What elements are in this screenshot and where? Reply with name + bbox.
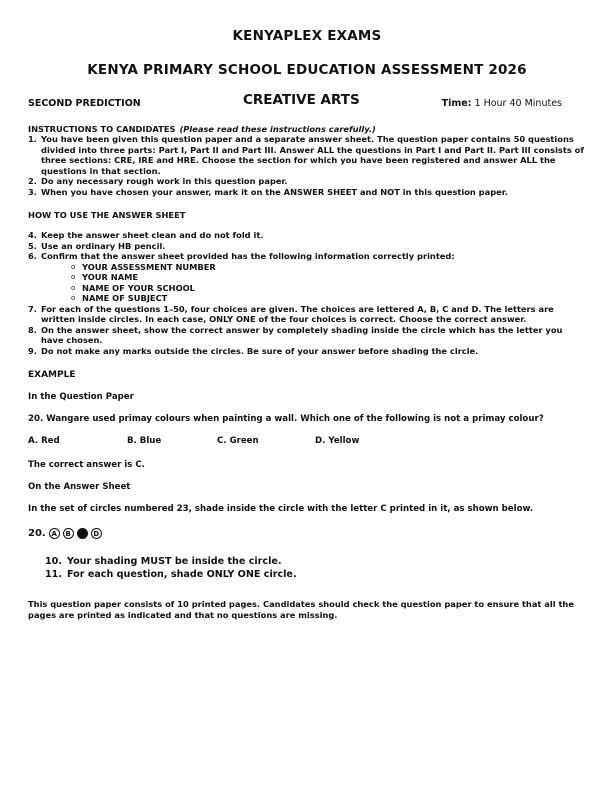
item-number: 3.	[28, 186, 37, 197]
item-number: 9.	[28, 345, 37, 356]
circle-bullet-icon: o	[71, 273, 76, 281]
time-value: 1 Hour 40 Minutes	[474, 98, 562, 109]
instruction-item	[28, 304, 586, 325]
final-instructions	[28, 555, 586, 581]
item-text: Keep the answer sheet clean and do not fold it.	[41, 230, 264, 240]
instruction-item	[45, 568, 586, 581]
item-number: 11.	[45, 569, 62, 580]
instructions-note: (Please read these instructions carefully.)	[179, 124, 376, 134]
instruction-item	[28, 230, 586, 241]
choice-c: C. Green	[217, 436, 259, 446]
item-number: 8.	[28, 324, 37, 335]
info-sub-list	[41, 262, 586, 304]
item-text: Do any necessary rough work in this question paper.	[41, 176, 288, 186]
time-info	[442, 98, 562, 109]
instruction-item	[28, 241, 586, 252]
sub-item-text: YOUR NAME	[82, 272, 139, 282]
sub-item-text: YOUR ASSESSMENT NUMBER	[82, 261, 216, 272]
sub-item	[71, 262, 586, 273]
item-text: Use an ordinary HB pencil.	[41, 240, 166, 251]
circle-d-icon: D	[91, 528, 102, 539]
choice-b: B. Blue	[127, 436, 162, 446]
circle-b-icon: B	[63, 528, 74, 539]
item-number: 6.	[28, 251, 37, 261]
circle-bullet-icon: o	[71, 262, 76, 271]
item-text: For each of the questions 1–50, four choices are given. The choices are lettered A, B, C and D. The letters are written inside circles. In each case, ONLY ONE of the four choices is correct. Choose the correct answer.	[41, 303, 554, 324]
example-choices	[28, 436, 586, 448]
time-label: Time:	[441, 98, 472, 109]
circle-row-label: 20.	[28, 528, 46, 539]
item-number: 7.	[28, 303, 37, 314]
item-number: 5.	[28, 240, 37, 251]
sub-item-text: NAME OF YOUR SCHOOL	[82, 282, 195, 293]
example-question: 20. Wangare used primay colours when painting a wall. Which one of the following is not a primay colour?	[28, 414, 544, 424]
item-text: Your shading MUST be inside the circle.	[67, 556, 282, 567]
sub-item	[71, 293, 586, 304]
sub-item-text: NAME OF SUBJECT	[82, 293, 168, 303]
subject-row	[28, 92, 586, 114]
answer-sheet-heading: HOW TO USE THE ANSWER SHEET	[28, 210, 186, 220]
choice-a: A. Red	[28, 436, 60, 446]
instruction-item	[45, 555, 586, 568]
correct-answer-text: The correct answer is C.	[28, 460, 145, 470]
instructions-list	[28, 134, 586, 197]
item-number: 2.	[28, 176, 37, 186]
instructions-heading	[28, 124, 586, 134]
page-count-note: This question paper consists of 10 printed pages. Candidates should check the question paper to ensure that all the pages are printed as indicated and that no questions are missing.	[28, 599, 574, 620]
instruction-item	[28, 176, 586, 187]
subject-title: CREATIVE ARTS	[243, 92, 360, 108]
on-sheet-label: On the Answer Sheet	[28, 482, 131, 492]
circle-bullet-icon: o	[71, 294, 76, 302]
instruction-item	[28, 251, 586, 304]
org-title: KENYAPLEX EXAMS	[232, 28, 382, 44]
circle-a-icon: A	[49, 528, 60, 539]
instruction-item	[28, 346, 586, 357]
prediction-label: SECOND PREDICTION	[28, 98, 141, 109]
instruction-item	[28, 134, 586, 176]
answer-sheet-list	[28, 230, 586, 356]
item-number: 4.	[28, 230, 37, 240]
item-text: On the answer sheet, show the correct answer by completely shading inside the circle which has the letter you have chosen.	[41, 324, 563, 345]
choice-d: D. Yellow	[315, 436, 360, 446]
item-number: 10.	[45, 556, 62, 567]
sub-item	[71, 283, 586, 294]
instructions-heading-text: INSTRUCTIONS TO CANDIDATES	[28, 124, 176, 134]
circle-bullet-icon: o	[71, 283, 76, 292]
instruction-item	[28, 325, 586, 346]
example-heading: EXAMPLE	[28, 370, 76, 380]
in-paper-label: In the Question Paper	[28, 392, 134, 402]
instruction-item	[28, 187, 586, 198]
item-text: Confirm that the answer sheet provided has the following information correctly printed:	[41, 251, 455, 261]
sub-item	[71, 272, 586, 283]
item-text: You have been given this question paper and a separate answer sheet. The question paper contains 50 questions divided into three parts: Part I, Part II and Part III. Answer ALL the questions in Part I and Part II. Part III consists of three sections: CRE, IRE and HRE. Choose the section for which you have been registered and answer ALL the questions in that section.	[41, 134, 584, 176]
assessment-title: KENYA PRIMARY SCHOOL EDUCATION ASSESSMENT 2026	[87, 62, 527, 78]
item-text: Do not make any marks outside the circles. Be sure of your answer before shading the circle.	[41, 345, 479, 356]
item-text: For each question, shade ONLY ONE circle.	[67, 569, 297, 580]
shade-instruction: In the set of circles numbered 23, shade inside the circle with the letter C printed in it, as shown below.	[28, 504, 534, 514]
item-number: 1.	[28, 134, 37, 144]
item-text: When you have chosen your answer, mark it on the ANSWER SHEET and NOT in this question paper.	[41, 186, 508, 197]
circle-c-filled-icon: C	[77, 528, 88, 539]
answer-circles	[28, 528, 586, 539]
